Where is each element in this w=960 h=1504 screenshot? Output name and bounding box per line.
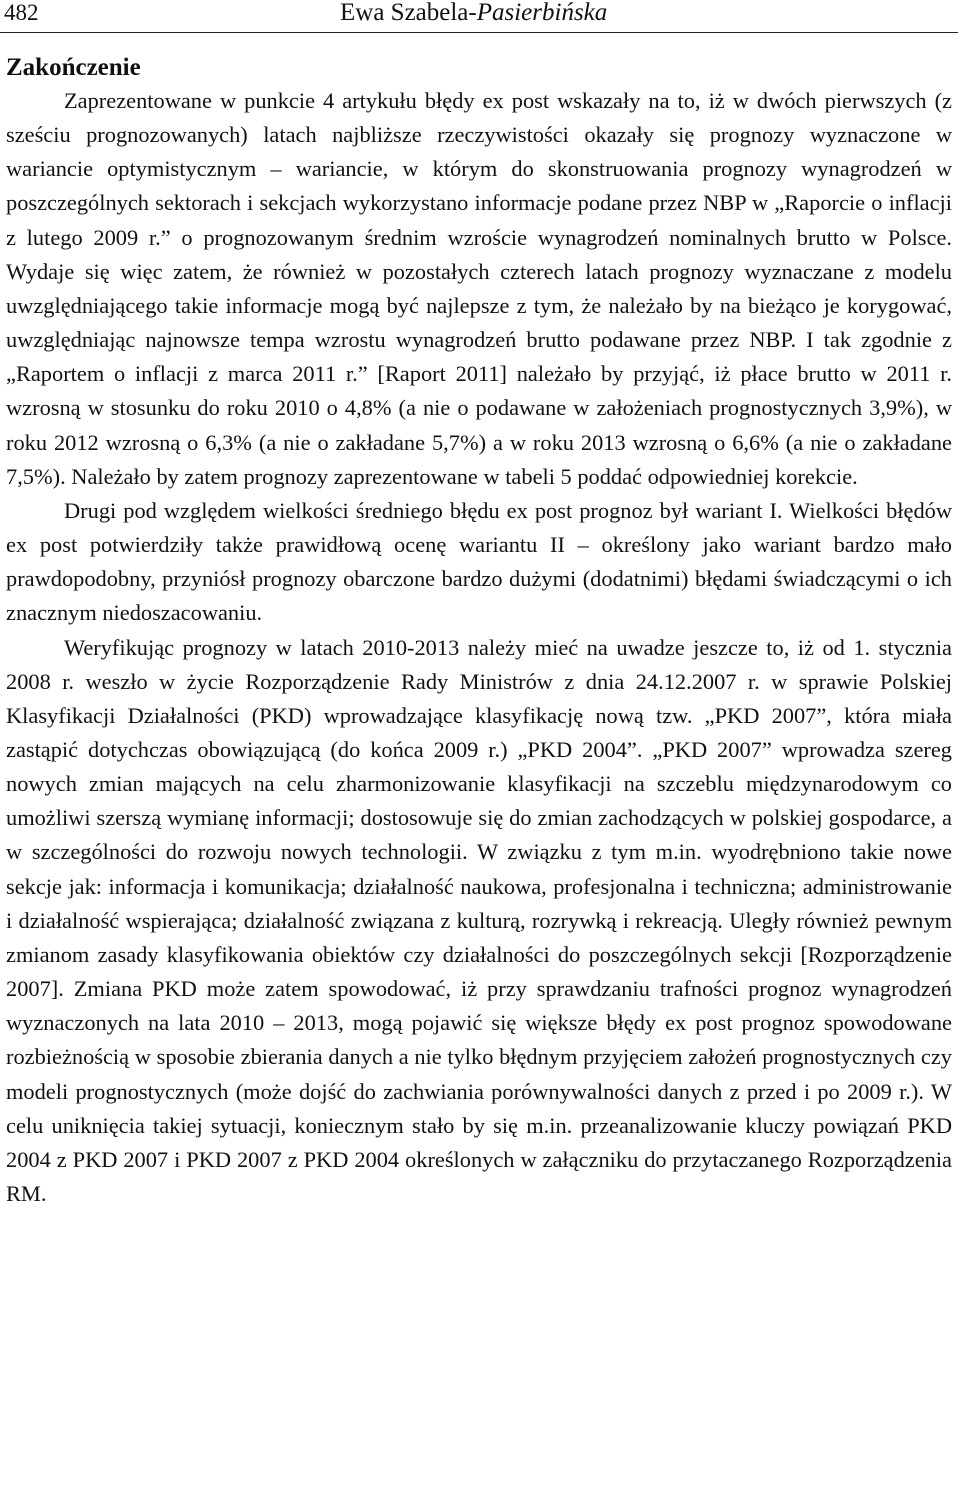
author-name-italic: Pasierbińska: [476, 0, 608, 26]
running-header: [0, 0, 958, 33]
body-paragraph: Zaprezentowane w punkcie 4 artykułu błędy ex post wskazały na to, iż w dwóch pierwszych (z sześciu prognozowanych) latach najbliższe rzeczywistości okazały się prognozy wyznaczone w wariancie optymistycznym – wariancie, w którym do skonstruowania prognozy wynagrodzeń w poszczególnych sektorach i sekcjach wykorzystano informacje podane przez NBP w „Raporcie o inflacji z lutego 2009 r.” o prognozowanym średnim wzroście wynagrodzeń nominalnych brutto w Polsce. Wydaje się więc zatem, że również w pozostałych czterech latach prognozy wyznaczane z modelu uwzględniającego takie informacje mogą być najlepsze z tym, że należało by na bieżąco je korygować, uwzględniając najnowsze tempa wzrostu wynagrodzeń brutto podawane przez NBP. I tak zgodnie z „Raportem o inflacji z marca 2011 r.” [Raport 2011] należało by przyjąć, iż płace brutto w 2011 r. wzrosną w stosunku do roku 2010 o 4,8% (a nie o podawane w założeniach prognostycznych 3,9%), w roku 2012 wzrosną o 6,3% (a nie o zakładane 5,7%) a w roku 2013 wzrosną o 6,6% (a nie o zakładane 7,5%). Należało by zatem prognozy zaprezentowane w tabeli 5 poddać odpowiedniej korekcie.: [6, 88, 952, 489]
section-body: [6, 84, 952, 1211]
body-paragraph: Weryfikując prognozy w latach 2010-2013 należy mieć na uwadze jeszcze to, iż od 1. stycznia 2008 r. weszło w życie Rozporządzenie Rady Ministrów z dnia 24.12.2007 r. w sprawie Polskiej Klasyfikacji Działalności (PKD) wprowadzające klasyfikację nową tzw. „PKD 2007”, która miała zastąpić dotychczas obowiązującą (do końca 2009 r.) „PKD 2004”. „PKD 2007” wprowadza szereg nowych zmian mających na celu zharmonizowanie klasyfikacji na szczeblu międzynarodowym co umożliwi szerszą wymianę informacji; dostosowuje się do zmian zachodzących w polskiej gospodarce, a w szczególności do rozwoju nowych technologii. W związku z tym m.in. wyodrębniono takie nowe sekcje jak: informacja i komunikacja; działalność naukowa, profesjonalna i techniczna; administrowanie i działalność wspierająca; działalność związana z kulturą, rozrywką i rekreacją. Uległy również pewnym zmianom zasady klasyfikowania obiektów czy działalności do poszczególnych sekcji [Rozporządzenie 2007]. Zmiana PKD może zatem spowodować, iż przy sprawdzaniu trafności prognoz wynagrodzeń wyznaczonych na lata 2010 – 2013, mogą pojawić się większe błędy ex post prognoz spowodowane rozbieżnością w sposobie zbierania danych a nie tylko błędnym przyjęciem założeń prognostycznych czy modeli prognostycznych (może dojść do zachwiania porównywalności danych z przed i po 2009 r.). W celu uniknięcia takiej sytuacji, koniecznym stało by się m.in. przeanalizowanie kluczy powiązań PKD 2004 z PKD 2007 i PKD 2007 z PKD 2004 określonych w załączniku do przytaczanego Rozporządzenia RM.: [6, 634, 952, 1206]
section-heading: Zakończenie: [6, 54, 141, 81]
running-head-author: [340, 0, 607, 28]
body-paragraph: Drugi pod względem wielkości średniego błędu ex post prognoz był wariant I. Wielkości błędów ex post potwierdziły także prawidłową ocenę wariantu II – określony jako wariant bardzo mało prawdopodobny, przyniósł prognozy obarczone bardzo dużymi (dodatnimi) błędami świadczącymi o ich znacznym niedoszacowaniu.: [6, 497, 952, 626]
page-number: 482: [4, 0, 39, 25]
author-name-regular: Ewa Szabela-: [340, 0, 477, 26]
